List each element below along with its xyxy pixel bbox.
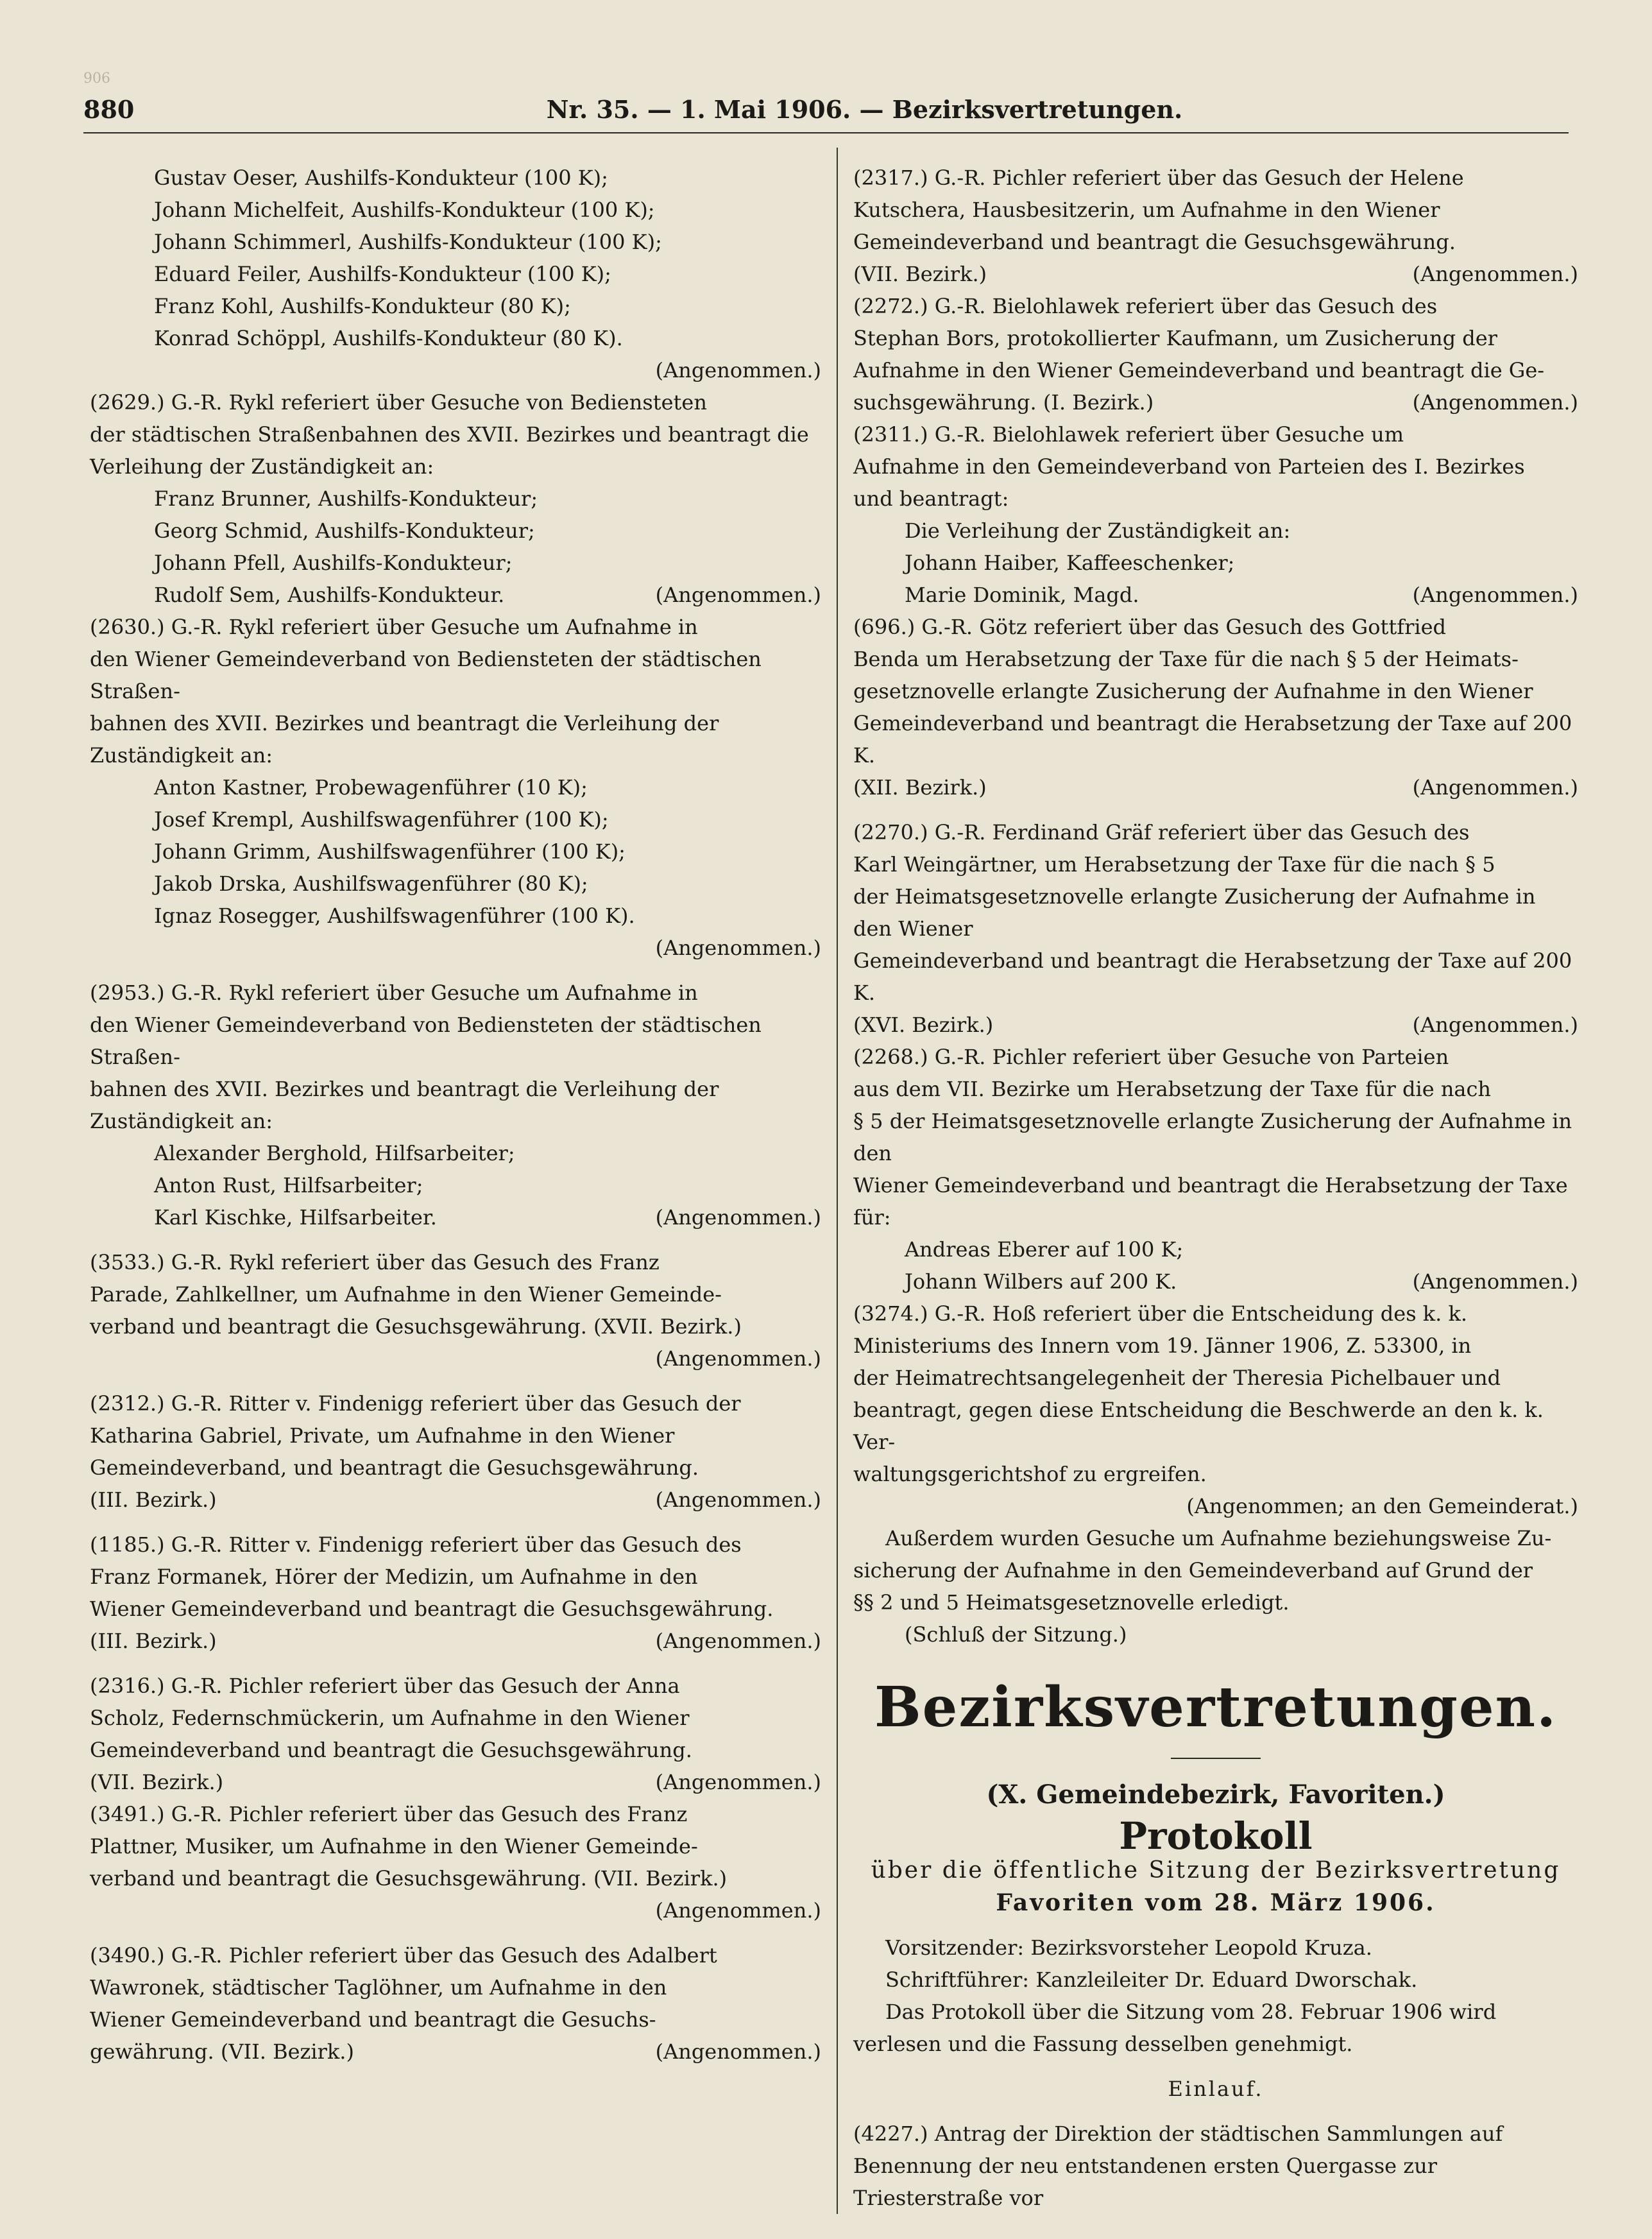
entry-line: (4227.) Antrag der Direktion der städtischen Sammlungen auf	[853, 2122, 1503, 2146]
entry-2953	[90, 977, 821, 1137]
entry-line: (3274.) G.-R. Hoß referiert über die Entscheidung des k. k.	[853, 1301, 1468, 1326]
list-line: Josef Krempl, Aushilfswagenführer (100 K);	[154, 807, 609, 832]
protokoll-subtitle-2: Favoriten vom 28. März 1906.	[996, 1889, 1436, 1916]
entry-line: suchsgewährung. (I. Bezirk.)	[853, 390, 1154, 415]
district-label: (III. Bezirk.)	[90, 1629, 217, 1653]
entry-line: verband und beantragt die Gesuchsgewährung. (VII. Bezirk.)	[90, 1866, 728, 1891]
result-angenommen: (Angenommen.)	[655, 583, 821, 607]
list-line-with-result	[905, 1265, 1578, 1298]
entry-line: Zuständigkeit an:	[90, 743, 273, 768]
entry-line: (2270.) G.-R. Ferdinand Gräf referiert über das Gesuch des	[853, 820, 1470, 845]
entry-line: Parade, Zahlkellner, um Aufnahme in den Wiener Gemeinde-	[90, 1282, 722, 1307]
entry-line: (2629.) G.-R. Rykl referiert über Gesuche von Bediensteten	[90, 390, 707, 415]
entry-2311	[853, 418, 1578, 611]
entry-line: der Heimatsgesetznovelle erlangte Zusicherung der Aufnahme in den Wiener	[853, 884, 1536, 941]
entry-line: (2630.) G.-R. Rykl referiert über Gesuche um Aufnahme in	[90, 615, 698, 639]
name-list-c	[90, 771, 821, 932]
entry-line: Wiener Gemeindeverband und beantragt die Herabsetzung der Taxe für:	[853, 1173, 1568, 1230]
entry-line: gesetznovelle erlangte Zusicherung der Aufnahme in den Wiener	[853, 679, 1533, 703]
entry-1185	[90, 1529, 821, 1657]
einlauf-heading: Einlauf.	[1168, 2077, 1264, 2101]
entry-line: Plattner, Musiker, um Aufnahme in den Wiener Gemeinde-	[90, 1834, 698, 1858]
name-list-a	[90, 162, 821, 354]
entry-line: Katharina Gabriel, Private, um Aufnahme in den Wiener	[90, 1423, 675, 1448]
entry-line: Gemeindeverband und beantragt die Herabsetzung der Taxe auf 200 K.	[853, 948, 1572, 1005]
protokoll-subtitle-1: über die öffentliche Sitzung der Bezirksvertretung	[871, 1857, 1561, 1883]
entry-2316	[90, 1670, 821, 1798]
entry-line: (2268.) G.-R. Pichler referiert über Gesuche von Parteien	[853, 1045, 1449, 1069]
entry-2311-list	[853, 515, 1578, 611]
entry-line: (2272.) G.-R. Bielohlawek referiert über das Gesuch des	[853, 294, 1438, 318]
entry-line: verlesen und die Fassung desselben genehmigt.	[853, 2032, 1353, 2056]
entry-line: bahnen des XVII. Bezirkes und beantragt die Verleihung der	[90, 1077, 719, 1101]
title-rule	[853, 1740, 1578, 1772]
protokoll-title: Protokoll	[1119, 1814, 1313, 1858]
entry-2312	[90, 1387, 821, 1516]
protokoll-text	[853, 1996, 1578, 2060]
entry-line: (3491.) G.-R. Pichler referiert über das Gesuch des Franz	[90, 1802, 688, 1826]
list-line: Johann Wilbers auf 200 K.	[905, 1269, 1177, 1294]
list-line: Die Verleihung der Zuständigkeit an:	[905, 519, 1291, 543]
list-line: Marie Dominik, Magd.	[905, 583, 1139, 607]
list-line: Karl Kischke, Hilfsarbeiter.	[154, 1205, 437, 1230]
list-line: Johann Schimmerl, Aushilfs-Kondukteur (100 K);	[154, 230, 662, 254]
list-line-with-result	[154, 1201, 821, 1233]
entry-line: Gemeindeverband und beantragt die Gesuchsgewährung.	[853, 230, 1456, 254]
list-line: Johann Michelfeit, Aushilfs-Kondukteur (100 K);	[154, 198, 655, 222]
entry-last-line	[90, 1625, 821, 1657]
entry-line: (1185.) G.-R. Ritter v. Findenigg referiert über das Gesuch des	[90, 1532, 742, 1557]
entry-last-line	[90, 1484, 821, 1516]
page-header	[83, 89, 1569, 130]
name-list-d	[90, 1137, 821, 1233]
entry-line: Gemeindeverband und beantragt die Herabsetzung der Taxe auf 200 K.	[853, 711, 1572, 768]
entry-2268	[853, 1041, 1578, 1298]
entry-line: Das Protokoll über die Sitzung vom 28. Februar 1906 wird	[885, 2000, 1497, 2024]
result-angenommen: (Angenommen.)	[655, 1629, 821, 1653]
result-angenommen: (Angenommen.)	[655, 1488, 821, 1512]
result-angenommen: (Angenommen.)	[655, 358, 821, 382]
entry-line: Wiener Gemeindeverband und beantragt die Gesuchsgewährung.	[90, 1597, 774, 1621]
entry-line: beantragt, gegen diese Entscheidung die Beschwerde an den k. k. Ver-	[853, 1398, 1544, 1454]
schluss-der-sitzung: (Schluß der Sitzung.)	[905, 1622, 1127, 1647]
entry-line: Benda um Herabsetzung der Taxe für die nach § 5 der Heimats-	[853, 647, 1519, 671]
entry-line: Zuständigkeit an:	[90, 1109, 273, 1133]
result-angenommen: (Angenommen.)	[1412, 775, 1578, 800]
list-line: Ignaz Rosegger, Aushilfswagenführer (100 K).	[154, 904, 635, 928]
entry-line: § 5 der Heimatsgesetznovelle erlangte Zusicherung der Aufnahme in den	[853, 1109, 1572, 1165]
entry-line: waltungsgerichtshof zu ergreifen.	[853, 1462, 1207, 1486]
left-column	[90, 162, 821, 2068]
entry-line: (2316.) G.-R. Pichler referiert über das Gesuch der Anna	[90, 1674, 680, 1698]
entry-line: Karl Weingärtner, um Herabsetzung der Taxe für die nach § 5	[853, 852, 1495, 877]
section-title: Bezirksvertretungen.	[874, 1675, 1558, 1740]
list-line: Rudolf Sem, Aushilfs-Kondukteur.	[154, 583, 505, 607]
entry-last-line	[90, 2036, 821, 2068]
entry-2630	[90, 611, 821, 771]
entry-line: der Heimatrechtsangelegenheit der Theresia Pichelbauer und	[853, 1366, 1501, 1390]
entry-line: (3490.) G.-R. Pichler referiert über das Gesuch des Adalbert	[90, 1943, 717, 1968]
result-angenommen: (Angenommen.)	[655, 936, 821, 960]
result-angenommen: (Angenommen.)	[655, 1898, 821, 1923]
district-label: (XVI. Bezirk.)	[853, 1013, 994, 1037]
entry-line: Kutschera, Hausbesitzerin, um Aufnahme in den Wiener	[853, 198, 1440, 222]
entry-line: Ministeriums des Innern vom 19. Jänner 1906, Z. 53300, in	[853, 1334, 1472, 1358]
entry-2317	[853, 162, 1578, 290]
page-number: 880	[83, 94, 135, 124]
entry-line: der städtischen Straßenbahnen des XVII. Bezirkes und beantragt die	[90, 422, 809, 447]
entry-line: aus dem VII. Bezirke um Herabsetzung der Taxe für die nach	[853, 1077, 1492, 1101]
entry-line: den Wiener Gemeindeverband von Bediensteten der städtischen Straßen-	[90, 647, 762, 703]
district-label: (VII. Bezirk.)	[853, 262, 987, 286]
entry-line: Aufnahme in den Gemeindeverband von Parteien des I. Bezirkes	[853, 454, 1525, 479]
entry-last-line	[853, 771, 1578, 803]
list-line: Franz Brunner, Aushilfs-Kondukteur;	[154, 486, 538, 511]
entry-line: verband und beantragt die Gesuchsgewährung. (XVII. Bezirk.)	[90, 1314, 742, 1339]
list-line-with-result	[154, 579, 821, 611]
entry-last-line	[853, 1009, 1578, 1041]
entry-line: Wiener Gemeindeverband und beantragt die Gesuchs-	[90, 2007, 656, 2032]
result-angenommen: (Angenommen.)	[1412, 262, 1578, 286]
corner-mark: 906	[83, 71, 110, 87]
entry-line: Wawronek, städtischer Taglöhner, um Aufnahme in den	[90, 1975, 667, 2000]
list-line-with-result	[905, 579, 1578, 611]
ausserdem-paragraph	[853, 1522, 1578, 1651]
entry-line: §§ 2 und 5 Heimatsgesetznovelle erledigt.	[853, 1590, 1290, 1615]
entry-line: (3533.) G.-R. Rykl referiert über das Gesuch des Franz	[90, 1250, 660, 1274]
list-line: Johann Pfell, Aushilfs-Kondukteur;	[154, 551, 513, 575]
district-label: (XII. Bezirk.)	[853, 775, 987, 800]
list-line: Franz Kohl, Aushilfs-Kondukteur (80 K);	[154, 294, 571, 318]
list-line: Alexander Berghold, Hilfsarbeiter;	[154, 1141, 515, 1165]
entry-3491	[90, 1798, 821, 1894]
result-angenommen: (Angenommen.)	[655, 2039, 821, 2064]
entry-last-line	[90, 1766, 821, 1798]
vorsitzender: Vorsitzender: Bezirksvorsteher Leopold Kruza.	[885, 1935, 1372, 1960]
list-line: Anton Rust, Hilfsarbeiter;	[154, 1173, 423, 1197]
list-line: Andreas Eberer auf 100 K;	[905, 1237, 1184, 1262]
district-heading: (X. Gemeindebezirk, Favoriten.)	[986, 1780, 1445, 1810]
entry-3533	[90, 1246, 821, 1343]
list-line: Konrad Schöppl, Aushilfs-Kondukteur (80 K).	[154, 326, 623, 350]
entry-line: Franz Formanek, Hörer der Medizin, um Aufnahme in den	[90, 1565, 698, 1589]
schriftfuehrer: Schriftführer: Kanzleileiter Dr. Eduard Dworschak.	[885, 1968, 1418, 1992]
list-line: Jakob Drska, Aushilfswagenführer (80 K);	[154, 871, 588, 896]
entry-2270	[853, 816, 1578, 1041]
result-angenommen: (Angenommen.)	[655, 1770, 821, 1794]
entry-last-line	[853, 258, 1578, 290]
column-divider	[837, 148, 838, 2214]
entry-line: Außerdem wurden Gesuche um Aufnahme beziehungsweise Zu-	[885, 1526, 1552, 1550]
entry-2268-list	[853, 1233, 1578, 1298]
entry-line: sicherung der Aufnahme in den Gemeindeverband auf Grund der	[853, 1558, 1533, 1583]
entry-3274	[853, 1298, 1578, 1522]
entry-line: Aufnahme in den Wiener Gemeindeverband und beantragt die Ge-	[853, 358, 1545, 382]
result-angenommen: (Angenommen.)	[1412, 390, 1578, 415]
entry-line: Benennung der neu entstandenen ersten Quergasse zur Triesterstraße vor	[853, 2154, 1438, 2210]
result-angenommen: (Angenommen.)	[1412, 1269, 1578, 1294]
entry-line: (2317.) G.-R. Pichler referiert über das Gesuch der Helene	[853, 166, 1464, 190]
entry-line: (2953.) G.-R. Rykl referiert über Gesuche um Aufnahme in	[90, 981, 698, 1005]
entry-line: den Wiener Gemeindeverband von Bediensteten der städtischen Straßen-	[90, 1013, 762, 1069]
entry-line: (696.) G.-R. Götz referiert über das Gesuch des Gottfried	[853, 615, 1447, 639]
entry-4227	[853, 2118, 1578, 2214]
result-angenommen: (Angenommen.)	[1412, 583, 1578, 607]
running-title: Nr. 35. — 1. Mai 1906. — Bezirksvertretungen.	[546, 94, 1183, 124]
entry-last-line	[853, 386, 1578, 418]
entry-line: gewährung. (VII. Bezirk.)	[90, 2039, 354, 2064]
list-line: Eduard Feiler, Aushilfs-Kondukteur (100 K);	[154, 262, 611, 286]
entry-2272	[853, 290, 1578, 418]
list-line: Johann Haiber, Kaffeeschenker;	[905, 551, 1235, 575]
list-line: Johann Grimm, Aushilfswagenführer (100 K);	[154, 839, 626, 864]
district-label: (VII. Bezirk.)	[90, 1770, 224, 1794]
list-line: Anton Kastner, Probewagenführer (10 K);	[154, 775, 588, 800]
entry-line: Verleihung der Zuständigkeit an:	[90, 454, 434, 479]
right-column	[853, 162, 1578, 2214]
entry-line: Gemeindeverband, und beantragt die Gesuchsgewährung.	[90, 1455, 699, 1480]
entry-2629	[90, 386, 821, 483]
result-angenommen-gemeinderat: (Angenommen; an den Gemeinderat.)	[1186, 1494, 1578, 1518]
entry-line: bahnen des XVII. Bezirkes und beantragt die Verleihung der	[90, 711, 719, 735]
entry-line: und beantragt:	[853, 486, 1009, 511]
header-rule	[83, 132, 1569, 133]
entry-696	[853, 611, 1578, 803]
result-angenommen: (Angenommen.)	[655, 1346, 821, 1371]
entry-line: Stephan Bors, protokollierter Kaufmann, um Zusicherung der	[853, 326, 1497, 350]
list-line: Georg Schmid, Aushilfs-Kondukteur;	[154, 519, 535, 543]
entry-line: Gemeindeverband und beantragt die Gesuchsgewährung.	[90, 1738, 692, 1762]
entry-3490	[90, 1939, 821, 2068]
result-angenommen: (Angenommen.)	[655, 1205, 821, 1230]
entry-line: (2312.) G.-R. Ritter v. Findenigg referiert über das Gesuch der	[90, 1391, 741, 1416]
name-list-b	[90, 483, 821, 611]
entry-line: Scholz, Federnschmückerin, um Aufnahme in den Wiener	[90, 1706, 690, 1730]
entry-line: (2311.) G.-R. Bielohlawek referiert über Gesuche um	[853, 422, 1404, 447]
district-label: (III. Bezirk.)	[90, 1488, 217, 1512]
list-line: Gustav Oeser, Aushilfs-Kondukteur (100 K);	[154, 166, 608, 190]
result-angenommen: (Angenommen.)	[1412, 1013, 1578, 1037]
